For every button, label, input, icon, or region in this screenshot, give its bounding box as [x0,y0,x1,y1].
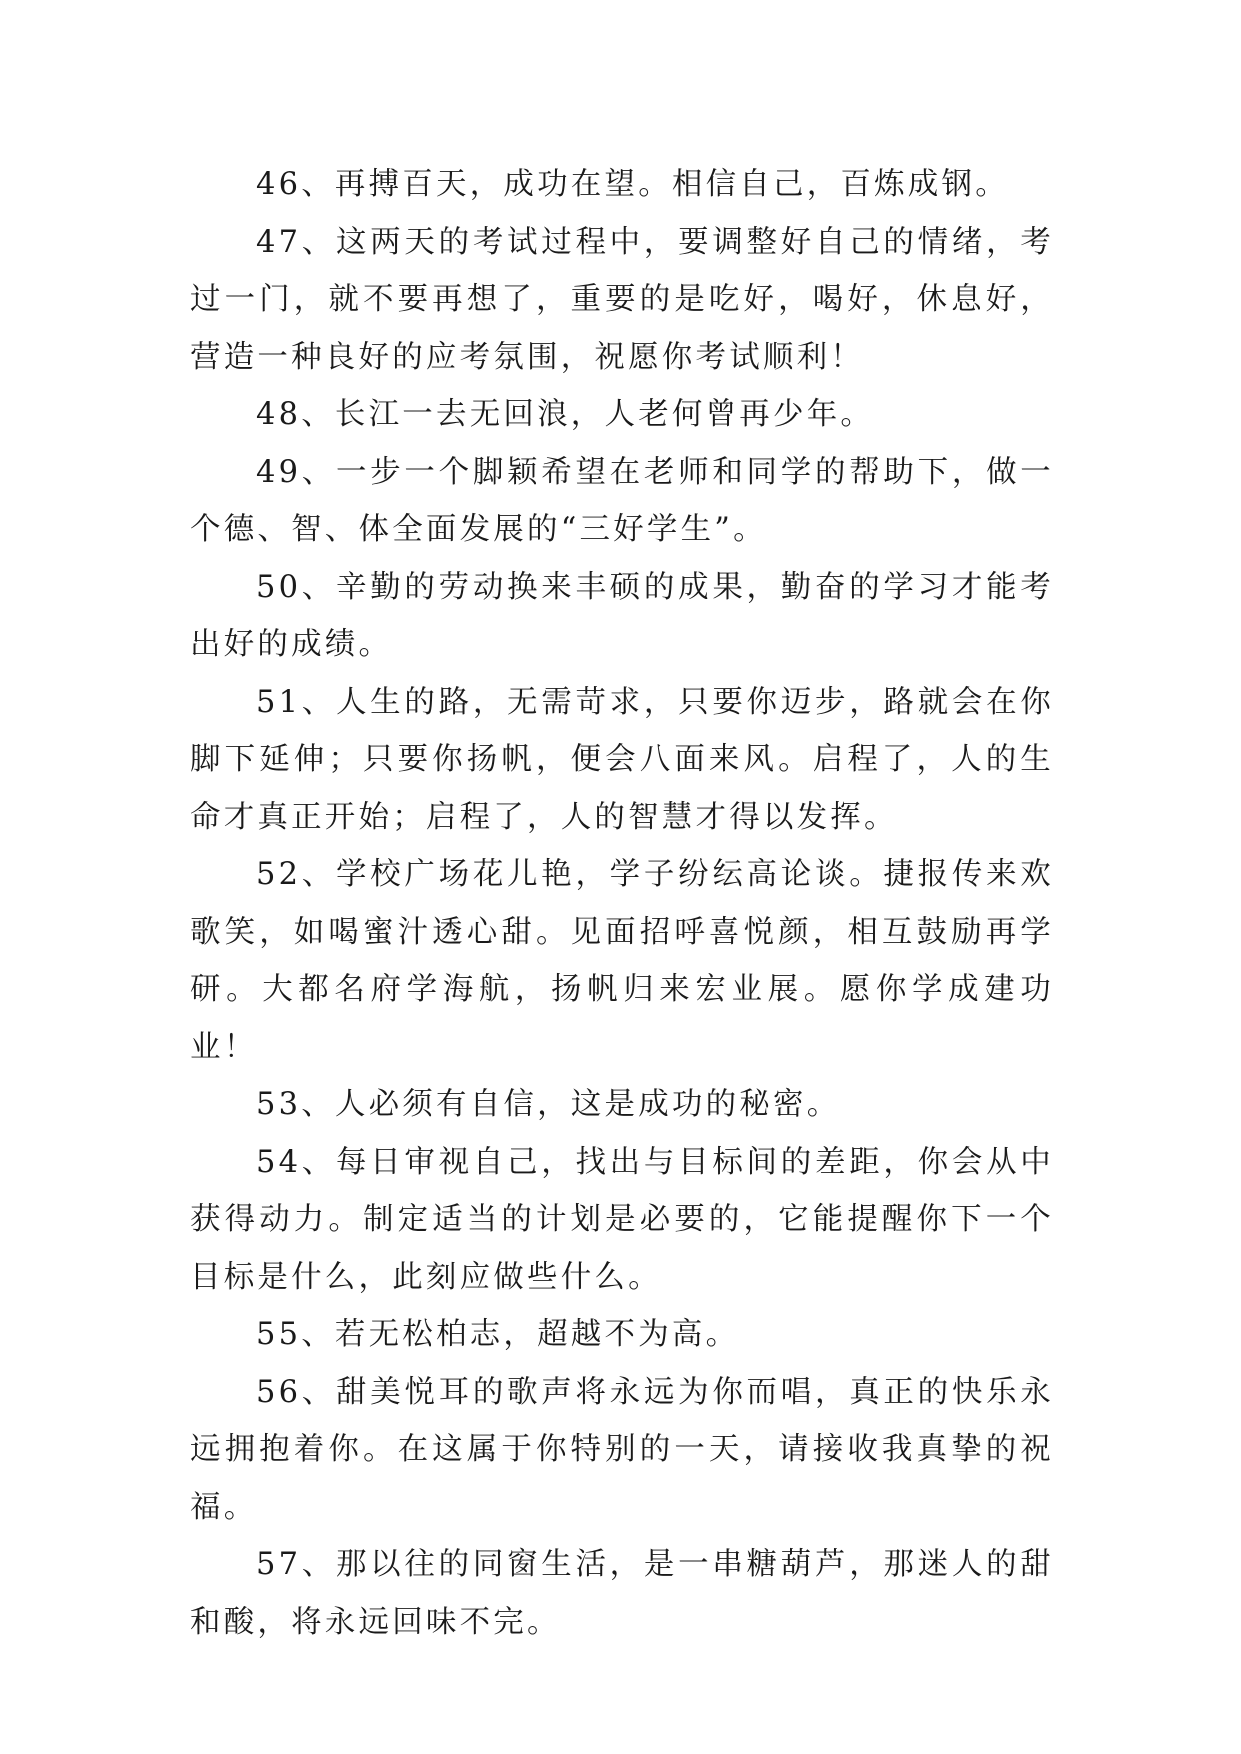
paragraph-46: 46、再搏百天，成功在望。相信自己，百炼成钢。 [256,167,1009,202]
paragraph-50: 50、辛勤的劳动换来丰硕的成果，勤奋的学习才能考出好的成绩。 [190,569,1054,662]
paragraph-48: 48、长江一去无回浪，人老何曾再少年。 [256,397,875,432]
paragraph-53: 53、人必须有自信，这是成功的秘密。 [256,1087,841,1122]
paragraph-51: 51、人生的路，无需苛求，只要你迈步，路就会在你脚下延伸；只要你扬帆，便会八面来风。启程了，人的生命才真正开始；启程了，人的智慧才得以发挥。 [190,684,1054,835]
paragraph-54: 54、每日审视自己，找出与目标间的差距，你会从中获得动力。制定适当的计划是必要的，它能提醒你下一个目标是什么，此刻应做些什么。 [190,1144,1054,1295]
paragraph-49: 49、一步一个脚颖希望在老师和同学的帮助下，做一个德、智、体全面发展的“三好学生”。 [190,454,1054,547]
paragraph-47: 47、这两天的考试过程中，要调整好自己的情绪，考过一门，就不要再想了，重要的是吃好，喝好，休息好，营造一种良好的应考氛围，祝愿你考试顺利！ [190,224,1054,375]
document-body [190,156,1054,1651]
paragraph-52: 52、学校广场花儿艳，学子纷纭高论谈。捷报传来欢歌笑，如喝蜜汁透心甜。见面招呼喜悦颜，相互鼓励再学研。大都名府学海航，扬帆归来宏业展。愿你学成建功业！ [190,857,1054,1065]
paragraph-57: 57、那以往的同窗生活，是一串糖葫芦，那迷人的甜和酸，将永远回味不完。 [190,1547,1054,1640]
paragraph-56: 56、甜美悦耳的歌声将永远为你而唱，真正的快乐永远拥抱着你。在这属于你特别的一天，请接收我真挚的祝福。 [190,1374,1054,1525]
paragraph-55: 55、若无松柏志，超越不为高。 [256,1317,740,1352]
